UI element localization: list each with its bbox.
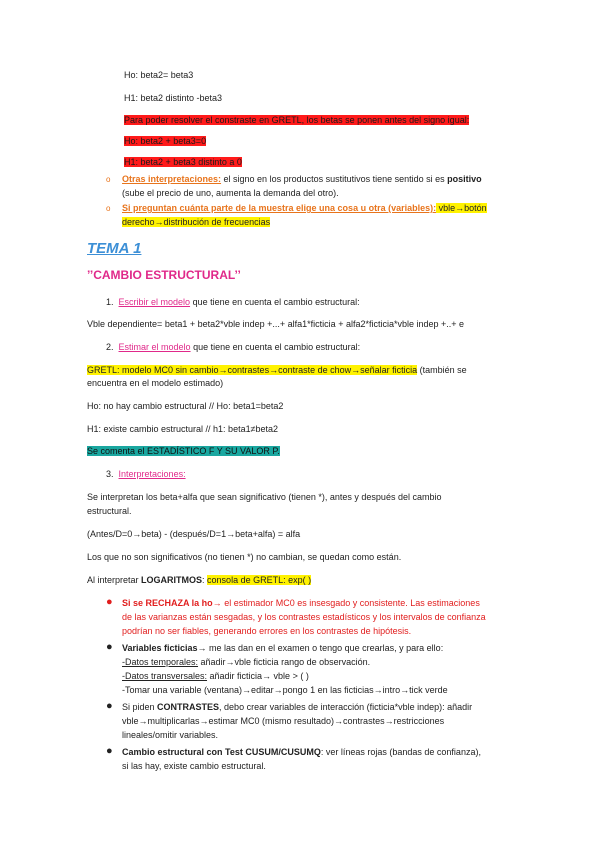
log-bold: LOGARITMOS	[141, 575, 203, 585]
d1-bold: Si se RECHAZA la ho→	[122, 598, 222, 608]
d3-line	[122, 701, 472, 713]
item-1-number: 1.	[106, 297, 114, 307]
d3-line-3	[122, 729, 218, 741]
antes-text: (Antes/D=0→beta) - (después/D=1→beta+alfa) = alfa	[87, 529, 301, 539]
dot-bullet-icon: ●	[106, 596, 113, 608]
item-2	[106, 341, 360, 353]
d3-pre: Si piden	[122, 702, 158, 712]
item-2-number: 2.	[106, 342, 114, 352]
item-1-rest: que tiene en cuenta el cambio estructural:	[190, 297, 360, 307]
dot-bullet-icon: ●	[106, 641, 113, 653]
ho-beta-text: Ho: beta2= beta3	[124, 70, 194, 80]
red-h1-line	[124, 156, 242, 168]
d1-line-3	[122, 625, 411, 637]
d3-rest: , debo crear variables de interacción (ficticia*vble indep): añadir	[219, 702, 473, 712]
formula-text: Vble dependiente= beta1 + beta2*vble indep +...+ alfa1*ficticia + alfa2*ficticia*vble indep +..+ e	[87, 319, 465, 329]
d4-l2: si las hay, existe cambio estructural.	[122, 761, 266, 771]
comenta-line	[87, 445, 280, 457]
d2-l1u: -Datos temporales:	[122, 657, 199, 667]
red-ho-text: Ho: beta2 + beta3=0	[124, 136, 207, 146]
cuanta-line	[122, 202, 487, 214]
otras-text-2: (sube el precio de uno, aumenta la demanda del otro).	[122, 188, 339, 198]
antes-line	[87, 528, 300, 540]
h1-cambio-text: H1: existe cambio estructural // h1: beta1≠beta2	[87, 424, 279, 434]
gretl-line	[87, 364, 467, 376]
item-2-rest: que tiene en cuenta el cambio estructural:	[190, 342, 361, 352]
circle-bullet-icon: o	[106, 204, 111, 213]
d3-l2: vble→multiplicarlas→estimar MC0 (mismo resultado)→contrastes→restricciones	[122, 716, 445, 726]
circle-bullet-icon: o	[106, 175, 111, 184]
d3-l3: lineales/omitir variables.	[122, 730, 219, 740]
item-3	[106, 468, 186, 480]
log-colon: :	[202, 575, 208, 585]
red-para-text: Para poder resolver el constraste en GRETL, los betas se ponen antes del signo igual:	[124, 115, 470, 125]
gretl-line-2	[87, 377, 223, 389]
d2-line-3	[122, 670, 309, 682]
item-3-link: Interpretaciones:	[118, 469, 186, 479]
cambio-estructural-heading: ’’CAMBIO ESTRUCTURAL’’	[87, 268, 241, 282]
h1-beta-line	[124, 92, 222, 104]
d2-l3: -Tomar una variable (ventana)→editar→pongo 1 en las ficticias→intro→tick verde	[122, 685, 448, 695]
d2-bold: Variables ficticias→	[122, 643, 207, 653]
d4-line-2	[122, 760, 266, 772]
d2-line-4	[122, 684, 448, 696]
log-pre: Al interpretar	[87, 575, 142, 585]
comenta-text: Se comenta el ESTADÍSTICO F Y SU VALOR P.	[87, 446, 280, 456]
d1-line	[122, 597, 480, 609]
d2-line	[122, 642, 443, 654]
red-ho-line	[124, 135, 206, 147]
h1-beta-text: H1: beta2 distinto -beta3	[124, 93, 223, 103]
d2-rest: me las dan en el examen o tengo que crearlas, y para ello:	[206, 643, 444, 653]
otras-bold: positivo	[447, 174, 482, 184]
ho-beta-line	[124, 69, 193, 81]
item-3-number: 3.	[106, 469, 114, 479]
d4-rest: : ver líneas rojas (bandas de confianza),	[320, 747, 481, 757]
cuanta-hl1: vble→botón	[436, 203, 487, 213]
item-1-link: Escribir el modelo	[118, 297, 191, 307]
red-para-line	[124, 114, 469, 126]
d2-l2u: -Datos transversales:	[122, 671, 208, 681]
tema-heading: TEMA 1	[87, 240, 142, 257]
interp-line-2	[87, 505, 132, 517]
d1-text: el estimador MC0 es insesgado y consistente. Las estimaciones	[221, 598, 480, 608]
h1-cambio-line	[87, 423, 278, 435]
interp-line	[87, 491, 441, 503]
otras-head: Otras interpretaciones:	[122, 174, 222, 184]
d1-line-2	[122, 611, 486, 623]
cuanta-line-2	[122, 216, 270, 228]
d3-line-2	[122, 715, 444, 727]
no-sig-line	[87, 551, 401, 563]
gretl-rest-1: (también se	[417, 365, 467, 375]
item-1	[106, 296, 360, 308]
dot-bullet-icon: ●	[106, 745, 113, 757]
log-hl: consola de GRETL: exp( )	[207, 575, 312, 585]
d3-bold: CONTRASTES	[157, 702, 220, 712]
no-sig-text: Los que no son significativos (no tienen *) no cambian, se quedan como están.	[87, 552, 402, 562]
d2-l1: añadir→vble ficticia rango de observación.	[198, 657, 371, 667]
log-line	[87, 574, 311, 586]
d2-line-2	[122, 656, 370, 668]
otras-line	[122, 173, 482, 185]
cuanta-head: Si preguntan cuánta parte de la muestra elige una cosa u otra (variables):	[122, 203, 437, 213]
otras-line-2	[122, 187, 339, 199]
ho-cambio-text: Ho: no hay cambio estructural // Ho: beta1=beta2	[87, 401, 284, 411]
item-2-link: Estimar el modelo	[118, 342, 191, 352]
gretl-rest-2: encuentra en el modelo estimado)	[87, 378, 224, 388]
formula-line	[87, 318, 464, 330]
d2-l2: añadir ficticia→ vble > ( )	[207, 671, 309, 681]
d4-bold: Cambio estructural con Test CUSUM/CUSUMQ	[122, 747, 321, 757]
otras-text: el signo en los productos sustitutivos tiene sentido si es	[221, 174, 448, 184]
ho-cambio-line	[87, 400, 283, 412]
d4-line	[122, 746, 481, 758]
d1-text-2: de las varianzas están sesgadas, y los contrastes estadísticos y los intervalos de confianza	[122, 612, 486, 622]
interp-text-1: Se interpretan los beta+alfa que sean significativo (tienen *), antes y después del cambio	[87, 492, 442, 502]
red-h1-text: H1: beta2 + beta3 distinto a 0	[124, 157, 242, 167]
d1-text-3: podrían no ser fiables, generando errores en los contrastes de hipótesis.	[122, 626, 412, 636]
dot-bullet-icon: ●	[106, 700, 113, 712]
cuanta-hl2: derecho→distribución de frecuencias	[122, 217, 271, 227]
interp-text-2: estructural.	[87, 506, 132, 516]
gretl-hl: GRETL: modelo MC0 sin cambio→contrastes→contraste de chow→señalar ficticia	[87, 365, 418, 375]
